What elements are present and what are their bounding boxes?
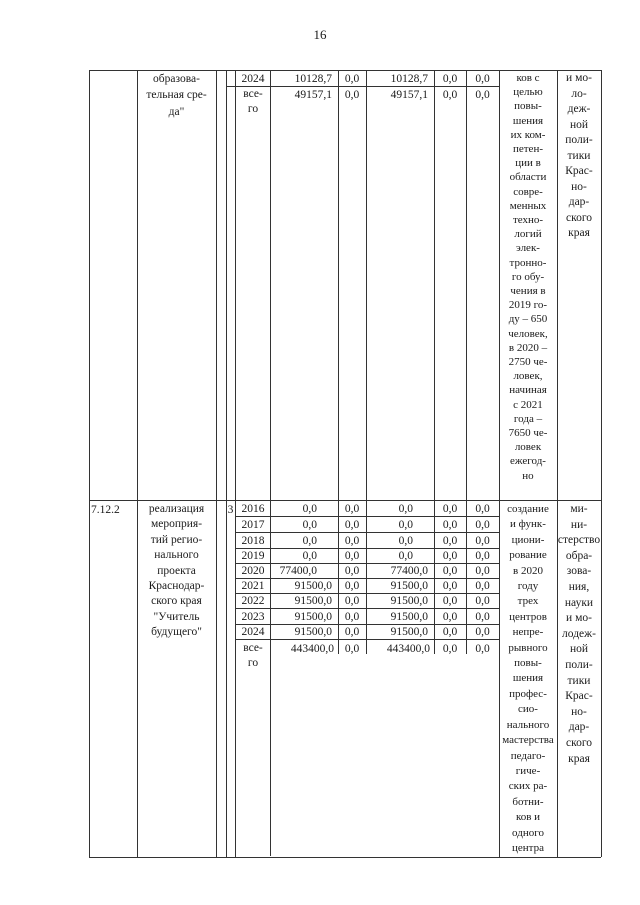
col-divider [137,70,138,857]
total-cell: 91500,0 [294,595,332,607]
total-cell: 91500,0 [294,626,332,638]
municipal-cell: 0,0 [442,535,458,547]
year-cell: 2022 [241,595,265,607]
col-divider [216,70,217,857]
row-line [235,563,499,564]
municipal-cell: 0,0 [442,643,458,655]
executor: и мо- ло- деж- ной поли- тики Крас- но- дар- ского края [565,72,593,239]
year-cell: 2023 [241,611,265,623]
total-cell: 443400,0 [290,643,334,655]
municipal-cell: 0,0 [442,626,458,638]
municipal-cell: 0,0 [442,565,458,577]
municipal-cell: 0,0 [442,550,458,562]
year-cell: 2017 [241,519,265,531]
total-cell: 0,0 [302,550,317,562]
row-line [235,532,499,533]
municipal-cell: 0,0 [442,580,458,592]
other-cell: 0,0 [475,519,490,531]
federal-cell: 0,0 [344,595,360,607]
year-cell: 2021 [241,580,265,592]
federal-cell: 0,0 [344,550,360,562]
regional-cell: 91500,0 [390,580,428,592]
other-cell: 0,0 [475,535,490,547]
year-cell: 2019 [241,550,265,562]
federal-cell: 0,0 [344,73,360,85]
federal-cell: 0,0 [344,89,360,101]
federal-cell: 0,0 [344,503,360,515]
total-cell: 0,0 [302,503,317,515]
total-cell: 0,0 [302,519,317,531]
regional-cell: 0,0 [398,550,413,562]
regional-cell: 91500,0 [390,595,428,607]
municipal-cell: 0,0 [442,519,458,531]
other-cell: 0,0 [475,643,490,655]
expected-result: ков с целью повы- шения их ком- петен- ции в области совре- менных техно- логий элек- тронно- го обу- чения в 2019 го- ду – 650 человек, в 2020 – 2750 че- ловек, начиная с 2021 года – 7650 че- ловек ежегод- но [508,72,548,482]
page-number: 16 [313,27,327,42]
year-cell: 2020 [241,565,265,577]
municipal-cell: 0,0 [442,73,458,85]
regional-cell: 0,0 [398,535,413,547]
total-cell: 91500,0 [294,611,332,623]
year-cell: 2018 [241,535,265,547]
status-cell: 3 [227,504,234,516]
other-cell: 0,0 [475,611,490,623]
regional-cell: 443400,0 [386,643,430,655]
row-line [235,608,499,609]
table-border-left [89,70,90,857]
municipal-cell: 0,0 [442,503,458,515]
measure-name: реализация мероприя- тий регио- нального проекта Краснодар- ского края "Учитель будущего" [148,503,205,639]
federal-cell: 0,0 [344,626,360,638]
other-cell: 0,0 [475,595,490,607]
other-cell: 0,0 [475,550,490,562]
regional-cell: 91500,0 [390,611,428,623]
table-border-right [601,70,602,857]
total-cell: 77400,0 [279,565,317,577]
regional-cell: 10128,7 [390,73,428,85]
federal-cell: 0,0 [344,565,360,577]
regional-cell: 49157,1 [390,89,428,101]
federal-cell: 0,0 [344,611,360,623]
regional-cell: 0,0 [398,519,413,531]
municipal-cell: 0,0 [442,611,458,623]
col-divider [226,70,227,857]
federal-cell: 0,0 [344,519,360,531]
other-cell: 0,0 [475,626,490,638]
table-border-bottom [89,857,601,858]
measure-name-continued: образова- тельная сре- да" [146,73,207,118]
row-line [235,516,499,517]
col-divider [235,70,236,857]
municipal-cell: 0,0 [442,89,458,101]
other-cell: 0,0 [475,89,490,101]
federal-cell: 0,0 [344,535,360,547]
row-line [235,593,499,594]
row-line [235,624,499,625]
regional-cell: 77400,0 [390,565,428,577]
other-cell: 0,0 [475,565,490,577]
year-cell: 2024 [241,626,265,638]
municipal-cell: 0,0 [442,595,458,607]
other-cell: 0,0 [475,73,490,85]
year-cell: все- го [243,88,263,115]
total-cell: 10128,7 [294,73,332,85]
total-cell: 49157,1 [294,89,332,101]
year-cell: все- го [243,642,263,669]
regional-cell: 91500,0 [390,626,428,638]
row-line [235,639,499,640]
executor: ми- ни- стерство обра- зова- ния, науки и мо- лодеж- ной поли- тики Крас- но- дар- ского края [557,503,601,765]
col-divider [270,70,271,856]
year-cell: 2024 [241,73,265,85]
other-cell: 0,0 [475,503,490,515]
federal-cell: 0,0 [344,580,360,592]
row-line [235,578,499,579]
other-cell: 0,0 [475,580,490,592]
year-cell: 2016 [241,503,265,515]
section-divider [89,500,601,501]
measure-number: 7.12.2 [91,504,120,516]
expected-result: создание и функ- циони- рование в 2020 году трех центров непре- рывного повы- шения профес- сио- нального мастерства педаго- гиче- ских ра- ботни- ков и одного центра [502,503,554,854]
row-line [235,548,499,549]
total-cell: 91500,0 [294,580,332,592]
federal-cell: 0,0 [344,643,360,655]
total-cell: 0,0 [302,535,317,547]
regional-cell: 0,0 [398,503,413,515]
